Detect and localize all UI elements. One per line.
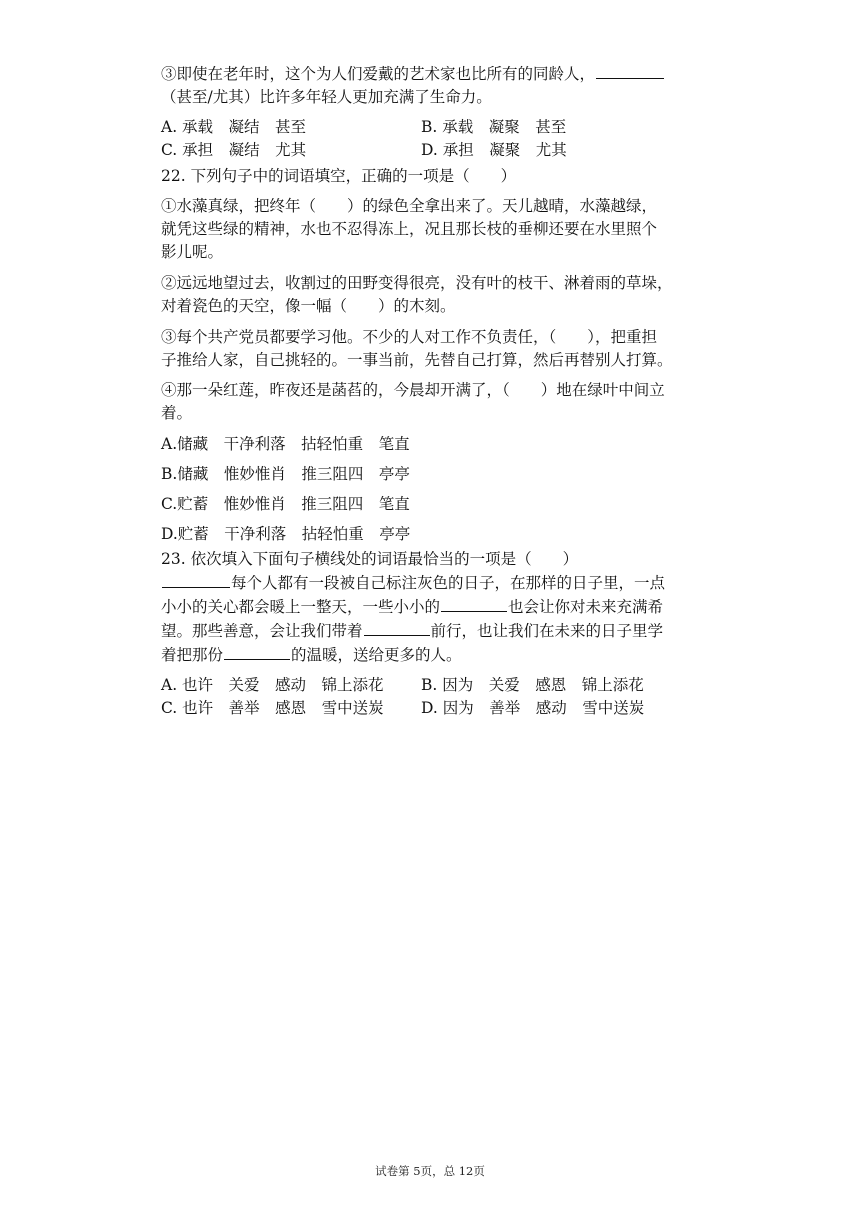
q23-line1: 每个人都有一段被自己标注灰色的日子，在那样的日子里，一点 <box>161 571 723 595</box>
option-b: B. 承载 凝聚 甚至 <box>421 118 567 136</box>
document-page <box>161 62 723 720</box>
q21-options-row1 <box>161 116 723 139</box>
q22-option-b: B.储藏 惟妙惟肖 推三阻四 亭亭 <box>161 465 410 483</box>
q23-line3: 望。那些善意，会让我们带着 前行，也让我们在未来的日子里学 <box>161 619 723 643</box>
option-a: A. 也许 关爱 感动 锦上添花 <box>161 676 384 694</box>
q22-item4-line2: 着。 <box>161 404 193 422</box>
fill-blank <box>441 595 507 612</box>
q22-item1-line2: 就凭这些绿的精神，水也不忍得冻上，况且那长枝的垂柳还要在水里照个 <box>161 220 658 238</box>
q23-options-row2 <box>161 697 723 720</box>
q22-stem: 22. 下列句子中的词语填空，正确的一项是（ ） <box>161 167 517 185</box>
q23-line2: 小小的关心都会暖上一整天，一些小小的 也会让你对未来充满希 <box>161 595 723 619</box>
q22-option-a: A.储藏 干净利落 拈轻怕重 笔直 <box>161 435 410 453</box>
q22-item3-line1: ③每个共产党员都要学习他。不少的人对工作不负责任，（ ），把重担 <box>161 328 658 346</box>
page-footer: 试卷第 5页，总 12页 <box>375 1164 485 1178</box>
q22-item1-line3: 影儿呢。 <box>161 243 224 261</box>
option-c: C. 承担 凝结 尤其 <box>161 141 307 159</box>
q23-line4: 着把那份 的温暖，送给更多的人。 <box>161 643 723 667</box>
fill-blank <box>224 643 290 660</box>
q22-item4-line1: ④那一朵红莲，昨夜还是菡萏的，今晨却开满了，（ ）地在绿叶中间立 <box>161 381 665 399</box>
fill-blank <box>162 571 230 588</box>
q22-option-d: D.贮蓄 干净利落 拈轻怕重 亭亭 <box>161 525 411 543</box>
q22-item3-line2: 子推给人家，自己挑轻的。一事当前，先替自己打算，然后再替别人打算。 <box>161 351 673 369</box>
option-c: C. 也许 善举 感恩 雪中送炭 <box>161 699 384 717</box>
option-d: D. 因为 善举 感动 雪中送炭 <box>421 699 645 717</box>
q22-item2-line2: 对着瓷色的天空，像一幅（ ）的木刻。 <box>161 297 456 315</box>
fill-blank <box>596 62 664 79</box>
q21-item3-line2: （甚至/尤其）比许多年轻人更加充满了生命力。 <box>161 88 492 106</box>
fill-blank <box>364 619 430 636</box>
option-d: D. 承担 凝聚 尤其 <box>421 141 567 159</box>
q22-item2-line1: ②远远地望过去，收割过的田野变得很亮，没有叶的枝干、淋着雨的草垛， <box>161 274 673 292</box>
option-a: A. 承载 凝结 甚至 <box>161 118 307 136</box>
q23-stem: 23. 依次填入下面句子横线处的词语最恰当的一项是（ ） <box>161 550 579 568</box>
option-b: B. 因为 关爱 感恩 锦上添花 <box>421 676 644 694</box>
q23-options-row1 <box>161 674 723 697</box>
q21-item3-line1: ③即使在老年时，这个为人们爱戴的艺术家也比所有的同龄人， <box>161 62 723 86</box>
q22-option-c: C.贮蓄 惟妙惟肖 推三阻四 笔直 <box>161 495 410 513</box>
q22-item1-line1: ①水藻真绿，把终年（ ）的绿色全拿出来了。天儿越晴，水藻越绿， <box>161 197 658 215</box>
q21-options-row2 <box>161 139 723 162</box>
